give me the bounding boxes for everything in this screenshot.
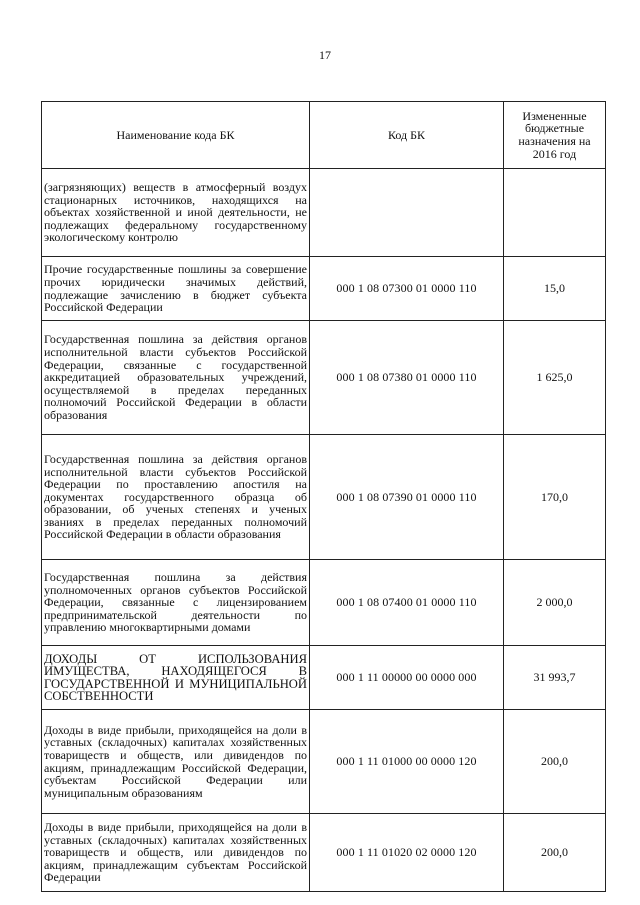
table-row — [42, 257, 606, 321]
header-value: Измененные бюджетные назначения на 2016 год — [504, 102, 606, 169]
row-code: 000 1 11 01000 00 0000 120 — [310, 710, 504, 814]
row-code: 000 1 08 07380 01 0000 110 — [310, 321, 504, 435]
row-name: (загрязняющих) веществ в атмосферный воздух стационарных источников, находящихся на объектах хозяйственной и иной деятельности, не подлежащих федеральному государственному экологическому контролю — [42, 169, 310, 257]
budget-table — [41, 101, 606, 892]
table-row — [42, 169, 606, 257]
table-row — [42, 710, 606, 814]
row-name: Прочие государственные пошлины за совершение прочих юридически значимых действий, подлежащие зачислению в бюджет субъекта Российской Федерации — [42, 257, 310, 321]
row-value: 170,0 — [504, 435, 606, 560]
row-name: Государственная пошлина за действия органов исполнительной власти субъектов Российской Федерации по проставлению апостиля на документах государственного образца об образовании, об ученых степенях и ученых званиях в пределах переданных полномочий Российской Федерации в области образования — [42, 435, 310, 560]
row-value: 31 993,7 — [504, 646, 606, 710]
row-value — [504, 169, 606, 257]
row-value: 15,0 — [504, 257, 606, 321]
row-name: Государственная пошлина за действия органов исполнительной власти субъектов Российской Федерации, связанные с государственной аккредитацией образовательных учреждений, осуществляемой в пределах переданных полномочий Российской Федерации в области образования — [42, 321, 310, 435]
table-row — [42, 814, 606, 892]
table-row — [42, 435, 606, 560]
row-value: 200,0 — [504, 710, 606, 814]
row-code: 000 1 11 01020 02 0000 120 — [310, 814, 504, 892]
row-value: 1 625,0 — [504, 321, 606, 435]
row-code: 000 1 08 07300 01 0000 110 — [310, 257, 504, 321]
header-name: Наименование кода БК — [42, 102, 310, 169]
row-code — [310, 169, 504, 257]
row-code: 000 1 11 00000 00 0000 000 — [310, 646, 504, 710]
header-code: Код БК — [310, 102, 504, 169]
row-code: 000 1 08 07390 01 0000 110 — [310, 435, 504, 560]
table-row — [42, 321, 606, 435]
row-value: 2 000,0 — [504, 560, 606, 646]
page-number: 17 — [319, 48, 331, 62]
row-name: Государственная пошлина за действия уполномоченных органов субъектов Российской Федерации, связанные с лицензированием предпринимательской деятельности по управлению многоквартирными домами — [42, 560, 310, 646]
row-name: ДОХОДЫ ОТ ИСПОЛЬЗОВАНИЯ ИМУЩЕСТВА, НАХОДЯЩЕГОСЯ В ГОСУДАРСТВЕННОЙ И МУНИЦИПАЛЬНОЙ СОБСТВЕННОСТИ — [42, 646, 310, 710]
row-name: Доходы в виде прибыли, приходящейся на доли в уставных (складочных) капиталах хозяйственных товариществ и обществ, или дивидендов по акциям, принадлежащим субъектам Российской Федерации — [42, 814, 310, 892]
row-value: 200,0 — [504, 814, 606, 892]
row-code: 000 1 08 07400 01 0000 110 — [310, 560, 504, 646]
table-row — [42, 646, 606, 710]
table-row — [42, 560, 606, 646]
row-name: Доходы в виде прибыли, приходящейся на доли в уставных (складочных) капиталах хозяйственных товариществ и обществ, или дивидендов по акциям, принадлежащим Российской Федерации, субъектам Российской Федерации или муниципальным образованиям — [42, 710, 310, 814]
table-header-row — [42, 102, 606, 169]
